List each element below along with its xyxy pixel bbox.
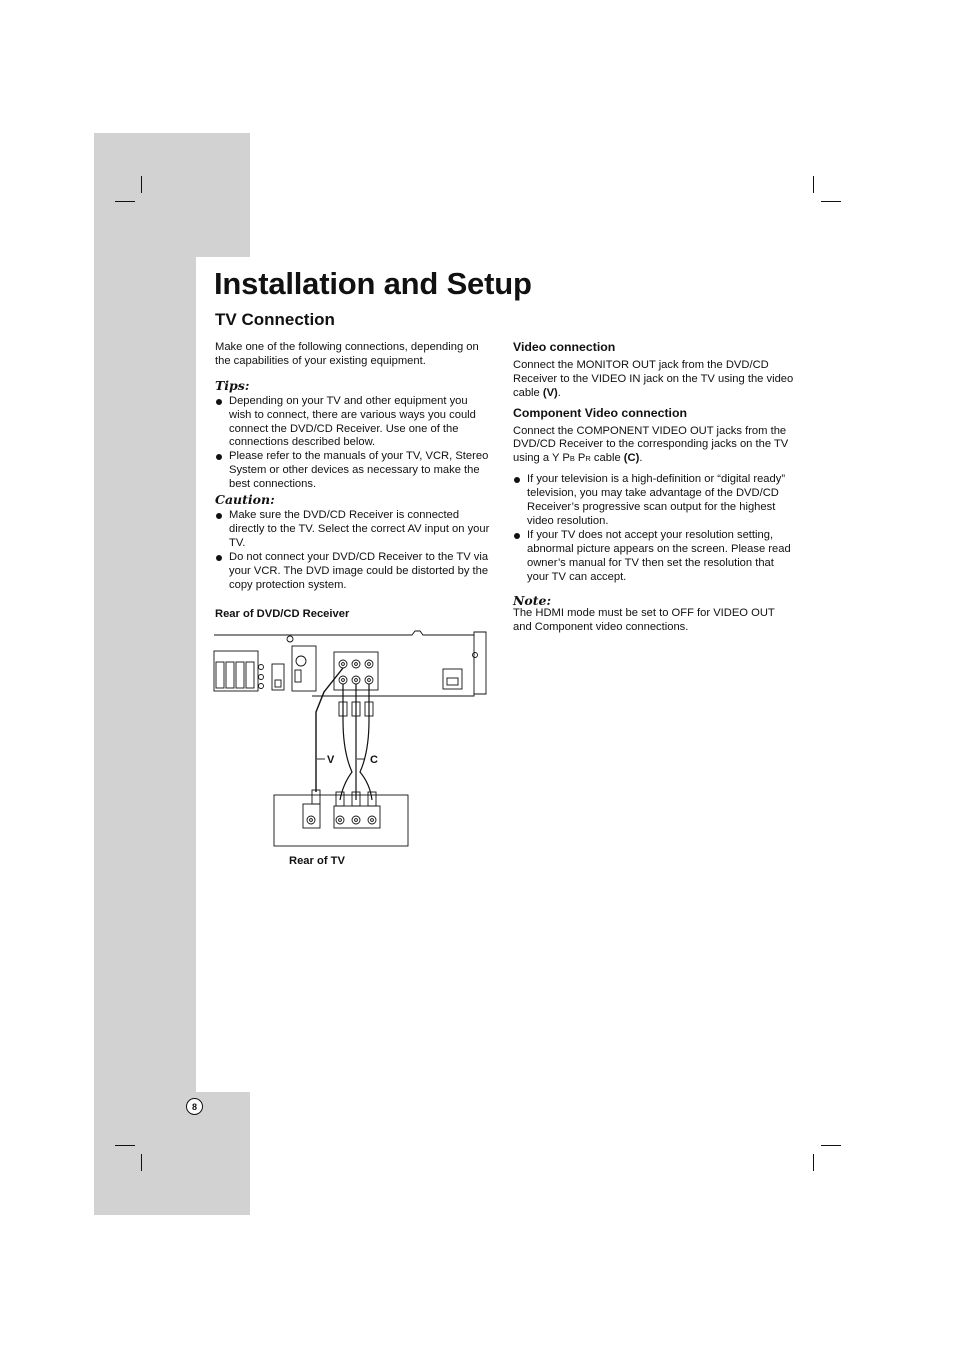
rear-receiver-label: Rear of DVD/CD Receiver (215, 608, 350, 620)
margin-band-bottom (94, 1092, 250, 1215)
list-item: Make sure the DVD/CD Receiver is connected directly to the TV. Select the correct AV input on your TV. (215, 509, 493, 551)
note-heading: Note: (513, 592, 552, 608)
crop-mark (813, 176, 814, 193)
cable-c-label: C (370, 754, 378, 766)
list-item: Depending on your TV and other equipment you wish to connect, there are various ways you could connect the DVD/CD Receiver. Use one of the connections described below. (215, 395, 493, 451)
video-heading: Video connection (513, 340, 616, 354)
component-y-jack (339, 676, 347, 684)
crop-mark (821, 201, 841, 202)
page-title: Installation and Setup (214, 266, 532, 301)
video-cable (316, 668, 343, 792)
component-pb-jack (352, 676, 360, 684)
tips-heading: Tips: (215, 377, 250, 393)
component-notes-list (513, 473, 794, 584)
crop-mark (141, 176, 142, 193)
list-item: Do not connect your DVD/CD Receiver to the TV via your VCR. The DVD image could be distorted by the copy protection system. (215, 551, 493, 593)
right-column (513, 341, 794, 635)
component-text: Connect the COMPONENT VIDEO OUT jacks from the DVD/CD Receiver to the corresponding jacks on the TV using a Y PB PR cable (C). (513, 424, 789, 465)
crop-mark (115, 1145, 135, 1146)
connection-diagram (212, 624, 490, 854)
crop-mark (115, 201, 135, 202)
cable-v-label: V (327, 754, 335, 766)
monitor-out-jack (339, 660, 347, 668)
hdmi-port (443, 669, 462, 689)
component-heading: Component Video connection (513, 405, 687, 420)
list-item: Please refer to the manuals of your TV, VCR, Stereo System or other devices as necessary to make the best connections. (215, 450, 493, 492)
crop-mark (821, 1145, 841, 1146)
note-text: The HDMI mode must be set to OFF for VIDEO OUT and Component video connections. (513, 607, 775, 634)
caution-list (215, 509, 493, 592)
caution-heading: Caution: (215, 492, 275, 508)
antenna-block (292, 646, 316, 691)
rear-tv-label: Rear of TV (289, 855, 345, 867)
crop-mark (141, 1154, 142, 1171)
margin-band-side (94, 257, 196, 1092)
left-column (215, 341, 493, 592)
list-item: If your television is a high-definition or “digital ready” television, you may take advantage of the DVD/CD Receiver’s progressive scan output for the highest video resolution. (513, 473, 794, 529)
intro-text: Make one of the following connections, depending on the capabilities of your existing equipment. (215, 341, 479, 367)
section-title: TV Connection (215, 310, 335, 329)
page-number: 8 (186, 1098, 203, 1115)
component-pr-jack (365, 676, 373, 684)
list-item: If your TV does not accept your resolution setting, abnormal picture appears on the screen. Please read owner’s manual for TV then set the resolution that your TV can accept. (513, 529, 794, 585)
tips-list (215, 395, 493, 492)
receiver-chassis (214, 631, 486, 696)
component-cable (340, 684, 352, 800)
crop-mark (813, 1154, 814, 1171)
video-text: Connect the MONITOR OUT jack from the DVD/CD Receiver to the VIDEO IN jack on the TV using the video cable (V). (513, 358, 794, 399)
margin-band-top (94, 133, 250, 257)
